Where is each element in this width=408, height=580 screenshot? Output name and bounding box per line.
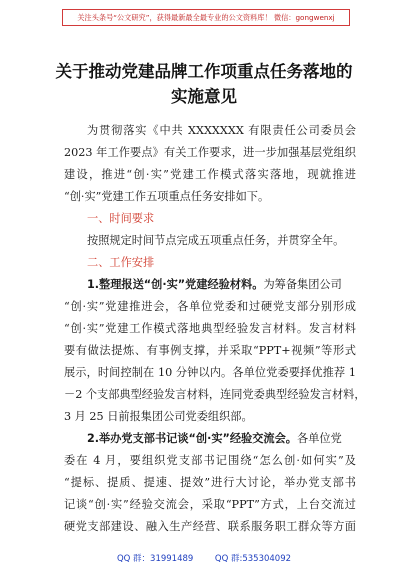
body-line: 记谈“创·实”经验交流会，采取“PPT”方式，上台交流过	[64, 498, 356, 511]
body-line: 2023 年工作要点》有关工作要求，进一步加强基层党组织	[64, 146, 356, 159]
body-line: “创·实”党建推进会，各单位党委和过硬党支部分别形成	[64, 300, 356, 313]
body-line: 展示，时间控制在 10 分钟以内。各单位党委要择优推荐 1	[64, 366, 356, 379]
body-line: “创·实”党建工作模式落地典型经验发言材料。发言材料	[64, 322, 356, 335]
body-line: 按照规定时间节点完成五项重点任务，并贯穿全年。	[87, 234, 345, 247]
body-line: 硬党支部建设、融入生产经营、联系服务职工群众等方面	[64, 520, 356, 533]
body-line: “提标、提质、提速、提效”进行大讨论，举办党支部书	[64, 476, 356, 489]
item-2-heading: 2.举办党支部书记谈“创·实”经验交流会。	[87, 432, 297, 445]
body-line: 委在 4 月，要组织党支部书记围绕“怎么创·如何实”及	[64, 454, 356, 467]
body-line: 建设，推进“创·实”党建工作模式落实落地，现就推进	[64, 168, 356, 181]
section-heading-arrangement: 二、工作安排	[87, 256, 155, 269]
body-line: 3 月 25 日前报集团公司党委组织部。	[64, 410, 253, 423]
item-1-heading: 1.整理报送“创·实”党建经验材料。	[87, 278, 264, 291]
item-2-text: 各单位党	[297, 432, 342, 445]
item-1-text: 为筹备集团公司	[263, 278, 342, 291]
body-line: －2 个支部典型经验发言材料，连同党委典型经验发言材料，	[64, 388, 366, 401]
doc-title-line-1: 关于推动党建品牌工作项重点任务落地的	[55, 62, 353, 81]
body-line	[64, 277, 356, 293]
promo-banner: 关注头条号“公文研究”，获得最新最全最专业的公文资料库！ 微信：gongwenxj	[62, 9, 350, 26]
doc-title-line-2: 实施意见	[171, 87, 237, 106]
footer-contact: QQ 群：31991489 QQ 群:535304092	[116, 554, 292, 564]
body-line	[64, 431, 356, 447]
body-line: 为贯彻落实《中共 XXXXXXX 有限责任公司委员会	[87, 124, 356, 137]
section-heading-time: 一、时间要求	[87, 212, 155, 225]
body-line: “创·实”党建工作五项重点任务安排如下。	[64, 190, 270, 203]
body-line: 要有做法提炼、有事例支撑，并采取“PPT+视频”等形式	[64, 344, 356, 357]
